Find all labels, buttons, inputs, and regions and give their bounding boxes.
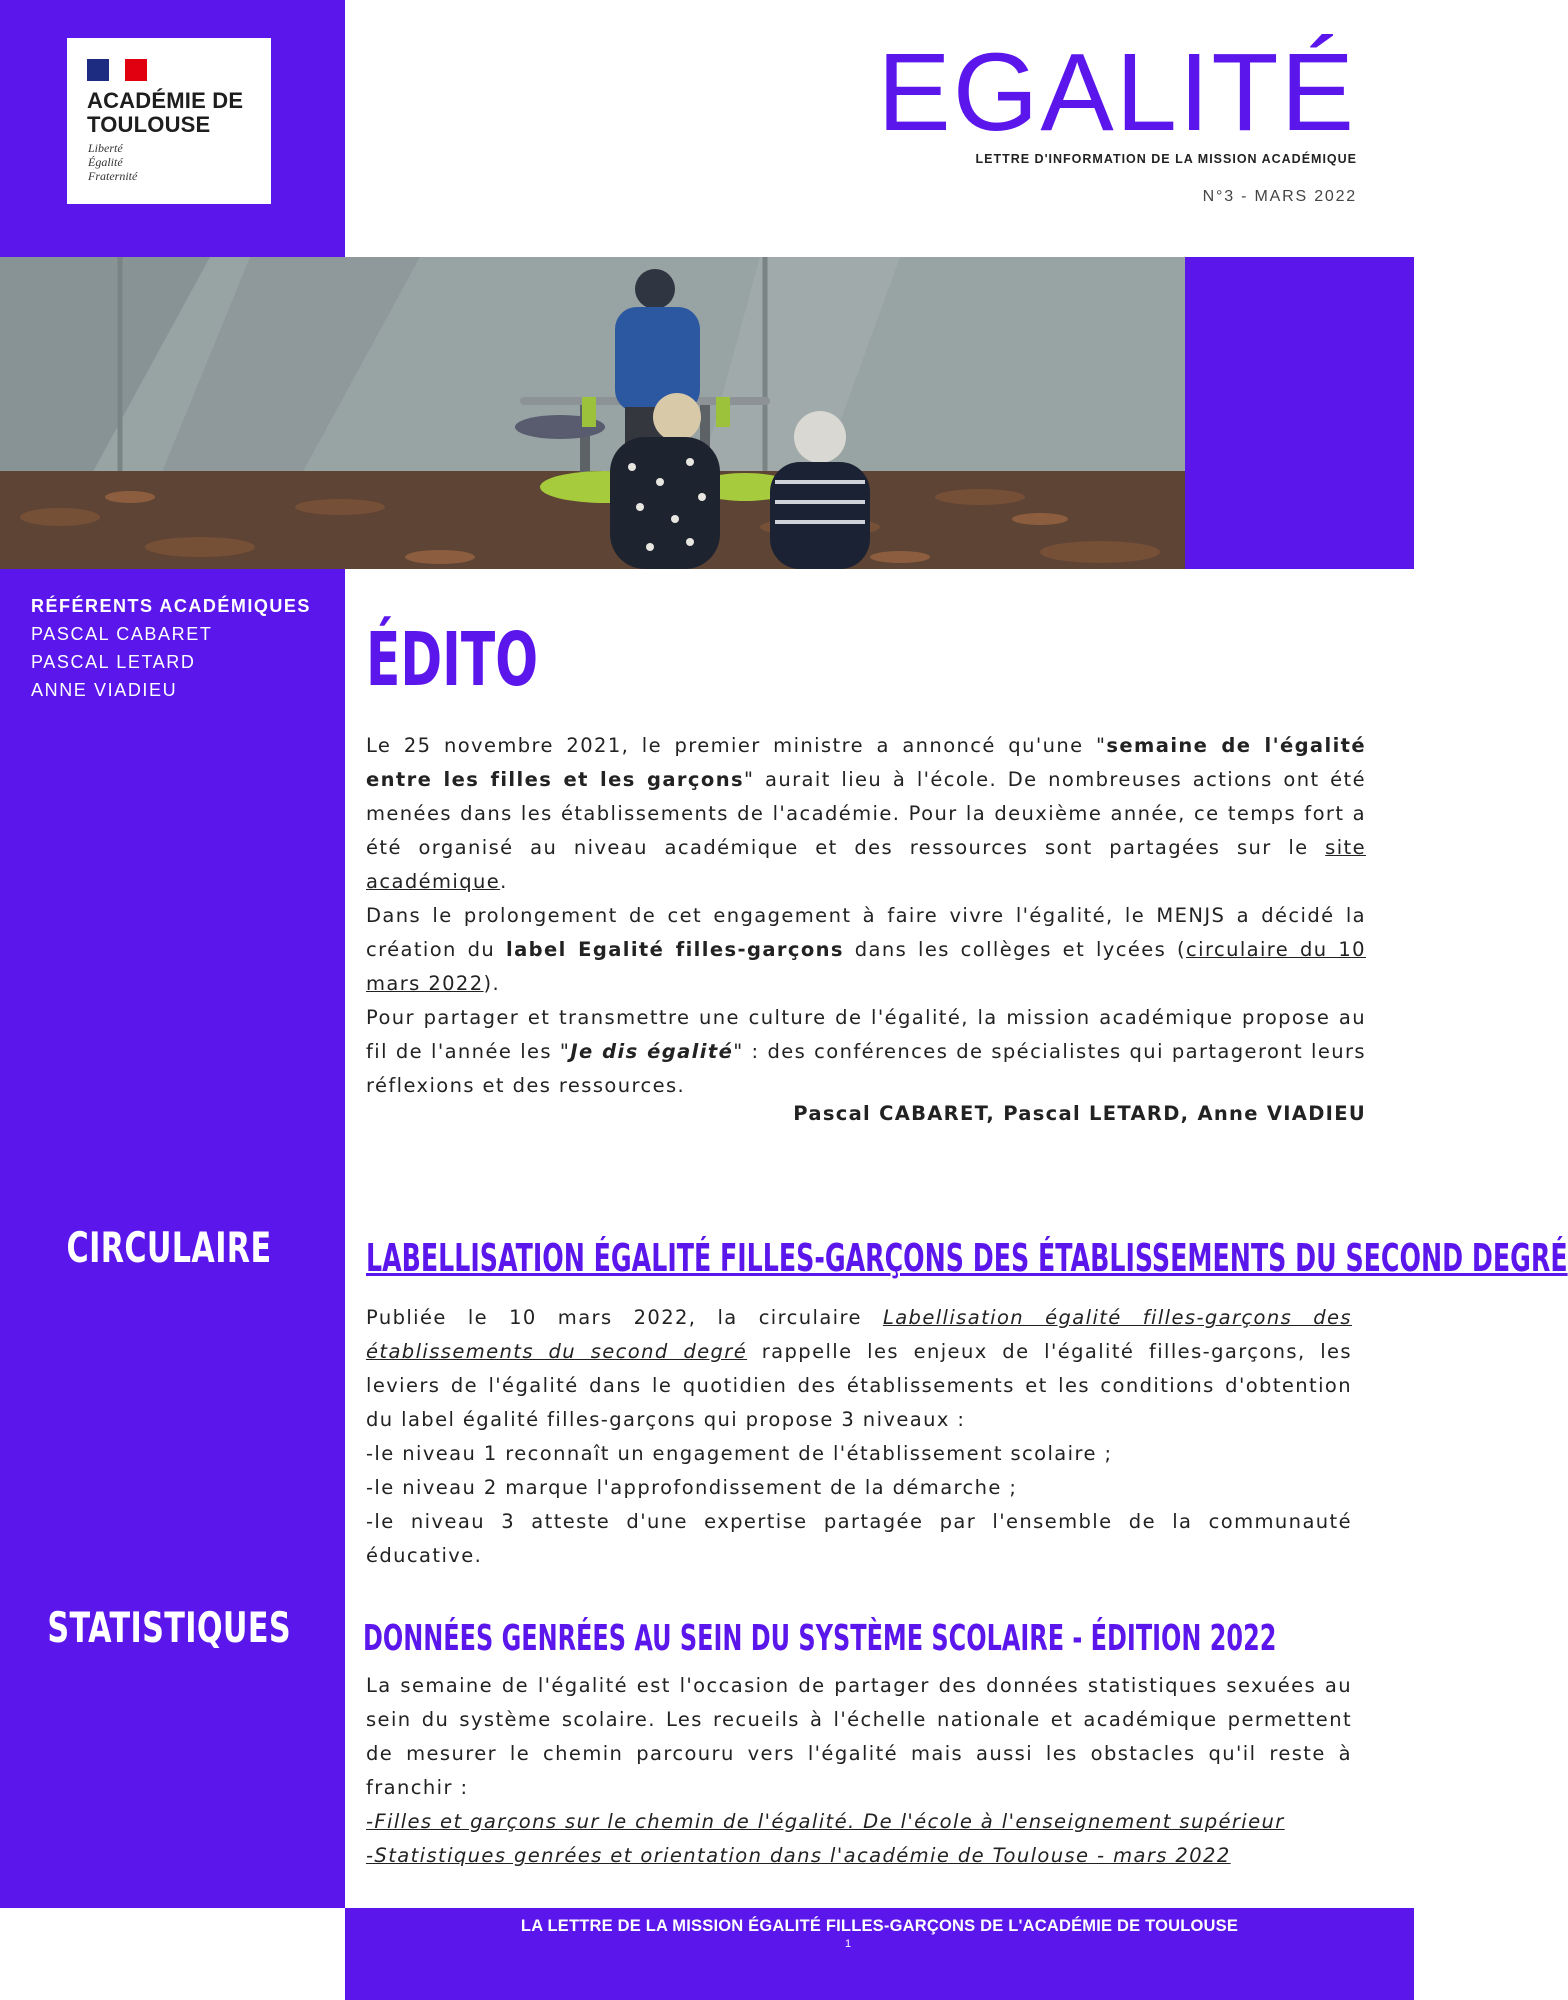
referent-name: ANNE VIADIEU [31, 680, 178, 700]
statistiques-body [366, 1669, 1352, 1873]
circulaire-heading-link[interactable]: LABELLISATION ÉGALITÉ FILLES-GARÇONS DES ÉTABLISSEMENTS DU SECOND DEGRÉ [366, 1236, 1568, 1280]
stats-toulouse-link[interactable]: -Statistiques genrées et orientation dans l'académie de Toulouse - mars 2022 [366, 1844, 1231, 1867]
logo-motto: Liberté Égalité Fraternité [88, 141, 138, 183]
stats-national-link[interactable]: -Filles et garçons sur le chemin de l'égalité. De l'école à l'enseignement supérieur [366, 1810, 1285, 1833]
label-level-item: -le niveau 2 marque l'approfondissement de la démarche ; [366, 1476, 1018, 1499]
referents-title: RÉFÉRENTS ACADÉMIQUES [31, 596, 311, 616]
edito-body [366, 729, 1366, 1103]
playground-photo-illustration [0, 257, 1185, 569]
page-number: 1 [845, 1938, 852, 1950]
circulaire-document-link[interactable]: Labellisation égalité filles-garçons des établissements du second degré [366, 1306, 1352, 1363]
label-level-item: -le niveau 3 atteste d'une expertise partagée par l'ensemble de la communauté éducative. [366, 1510, 1352, 1567]
referent-name: PASCAL CABARET [31, 624, 213, 644]
section-label-circulaire: CIRCULAIRE [66, 1223, 272, 1272]
statistiques-paragraph: La semaine de l'égalité est l'occasion de partager des données statistiques sexuées au sein du système scolaire. Les recueils à l'échelle nationale et académique permettent de mesurer le chemin parcouru vers l'égalité mais aussi les obstacles qu'il reste à franchir : [366, 1674, 1352, 1799]
edito-title: ÉDITO [366, 617, 538, 703]
issue-number: N°3 - MARS 2022 [1202, 188, 1357, 205]
circulaire-intro: Publiée le 10 mars 2022, la circulaire Labellisation égalité filles-garçons des établissements du second degré rappelle les enjeux de l'égalité filles-garçons, les leviers de l'égalité dans le quotidien des établissements et les conditions d'obtention du label égalité filles-garçons qui propose 3 niveaux : [366, 1306, 1352, 1431]
marianne-flag-icon [87, 59, 147, 81]
newsletter-title: EGALITÉ [877, 31, 1356, 154]
hero-photo [0, 257, 1185, 569]
edito-signature: Pascal CABARET, Pascal LETARD, Anne VIADIEU [793, 1102, 1366, 1125]
newsletter-subtitle: LETTRE D'INFORMATION DE LA MISSION ACADÉMIQUE [975, 152, 1357, 166]
academic-site-link[interactable]: site académique [366, 836, 1366, 893]
logo-name: ACADÉMIE DE TOULOUSE [87, 88, 244, 137]
footer-title: LA LETTRE DE LA MISSION ÉGALITÉ FILLES-GARÇONS DE L'ACADÉMIE DE TOULOUSE [520, 1917, 1239, 1935]
edito-paragraph: Le 25 novembre 2021, le premier ministre a annoncé qu'une "semaine de l'égalité entre les filles et les garçons" aurait lieu à l'école. De nombreuses actions ont été menées dans les établissements de l'académie. Pour la deuxième année, ce temps fort a été organisé au niveau académique et des ressources sont partagées sur le site académique. [366, 734, 1366, 893]
edito-paragraph: Pour partager et transmettre une culture de l'égalité, la mission académique propose au fil de l'année les "Je dis égalité" : des conférences de spécialistes qui partageront leurs réflexions et des ressources. [366, 1006, 1366, 1097]
label-level-item: -le niveau 1 reconnaît un engagement de l'établissement scolaire ; [366, 1442, 1113, 1465]
referent-name: PASCAL LETARD [31, 652, 196, 672]
hero-accent-strip [1185, 257, 1414, 569]
circulaire-body [366, 1301, 1352, 1573]
circular-link[interactable]: circulaire du 10 mars 2022 [366, 938, 1366, 995]
academy-logo[interactable] [67, 38, 271, 204]
edito-paragraph: Dans le prolongement de cet engagement à faire vivre l'égalité, le MENJS a décidé la création du label Egalité filles-garçons dans les collèges et lycées (circulaire du 10 mars 2022). [366, 904, 1366, 995]
section-label-statistiques: STATISTIQUES [47, 1603, 291, 1652]
statistiques-heading: DONNÉES GENRÉES AU SEIN DU SYSTÈME SCOLAIRE - ÉDITION 2022 [363, 1618, 1277, 1659]
